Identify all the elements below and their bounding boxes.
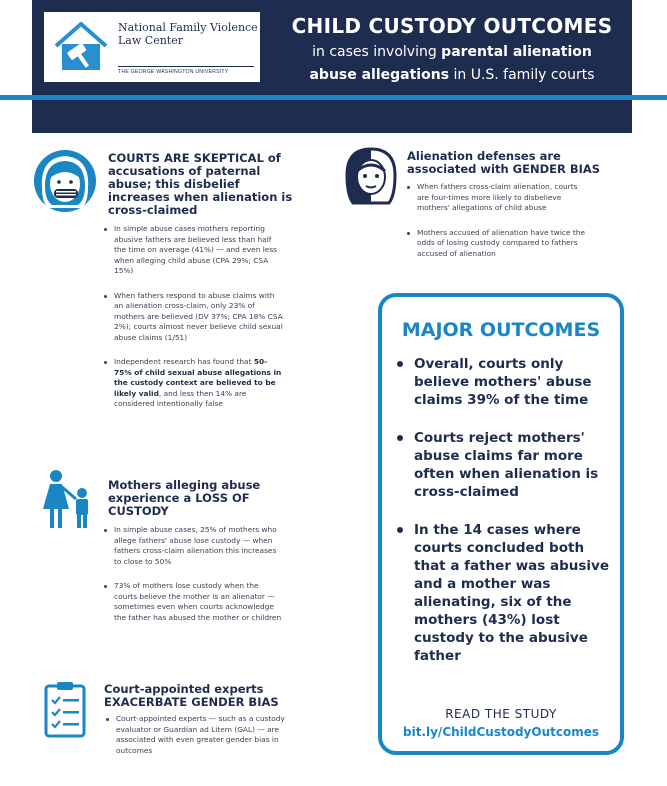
major-outcomes-box <box>378 293 624 755</box>
subtitle-line-2 <box>272 67 632 83</box>
study-link[interactable]: bit.ly/ChildCustodyOutcomes <box>403 725 599 739</box>
bullet-text: , and less then 14% are considered intentionally false <box>114 388 247 408</box>
read-study-label: READ THE STUDY <box>445 707 557 721</box>
bullet-emphasis: 50-75% of child sexual abuse allegations in the custody context are believed to be likely valid <box>114 357 282 398</box>
outcomes-title: MAJOR OUTCOMES <box>401 319 601 341</box>
list-item: Mothers accused of alienation have twice the odds of losing custody compared to fathers accused of alienation <box>405 228 591 260</box>
list-item: When fathers respond to abuse claims with an alienation cross-claim, only 23% of mothers are believed (DV 37%; CPA 18% CSA 2%); courts almost never believe child sexual abuse claims (1/51) <box>102 291 284 344</box>
bullet-text: Independent research has found that <box>114 357 254 366</box>
list-item: Courts reject mothers' abuse claims far more often when alienation is cross-claimed <box>396 429 616 501</box>
woman-face-icon <box>341 145 401 207</box>
subtitle-emphasis: parental alienation <box>441 44 592 60</box>
custody-loss-bullet-list <box>102 525 282 637</box>
logo-divider <box>118 66 254 67</box>
gender-bias-bullet-list <box>405 182 591 273</box>
list-item: Overall, courts only believe mothers' abuse claims 39% of the time <box>396 355 616 409</box>
accent-divider <box>0 95 667 100</box>
list-item: In the 14 cases where courts concluded both that a father was abusive and a mother was alienating, six of the mothers (43%) lost custody to the abusive father <box>396 521 616 665</box>
subtitle-text: in cases involving <box>312 44 442 60</box>
list-item: When fathers cross-claim alienation, courts are four-times more likely to disbelieve mothers' allegations of child abuse <box>405 182 591 214</box>
subtitle-line-1 <box>272 44 632 60</box>
section-heading-skeptical: COURTS ARE SKEPTICAL of accusations of paternal abuse; this disbelief increases when alienation is cross-claimed <box>108 151 293 217</box>
header-banner <box>32 0 632 133</box>
house-gavel-icon <box>52 20 110 74</box>
section-heading-gender-bias: Alienation defenses are associated with GENDER BIAS <box>407 149 601 176</box>
outcomes-list <box>396 355 616 685</box>
list-item <box>102 357 284 410</box>
university-name: THE GEORGE WASHINGTON UNIVERSITY <box>118 69 229 75</box>
subtitle-emphasis: abuse allegations <box>309 67 450 83</box>
section-heading-custody-loss: Mothers alleging abuse experience a LOSS OF CUSTODY <box>108 478 261 518</box>
subtitle-text: in U.S. family courts <box>449 67 595 83</box>
section-heading-experts: Court-appointed experts EXACERBATE GENDER BIAS <box>104 682 279 709</box>
skeptical-bullet-list <box>102 224 284 424</box>
list-item: Court-appointed experts — such as a custody evaluator or Guardian ad Litem (GAL) — are associated with even greater gender bias in outcomes <box>104 714 286 756</box>
list-item: 73% of mothers lose custody when the courts believe the mother is an alienator —sometimes even when courts acknowledge the father has abused the mother or children <box>102 581 282 623</box>
list-item: In simple abuse cases mothers reporting abusive fathers are believed less than half the time on average (41%) — and even less when alleging child abuse (CPA 29%; CSA 15%) <box>102 224 284 277</box>
mother-child-icon <box>38 469 96 529</box>
organization-name: National Family Violence Law Center <box>118 21 258 47</box>
organization-logo[interactable] <box>44 12 260 82</box>
list-item: In simple abuse cases, 25% of mothers who allege fathers' abuse lose custody — when fathers cross-claim alienation this increases to close to 50% <box>102 525 282 567</box>
page-title: CHILD CUSTODY OUTCOMES <box>291 14 613 38</box>
clipboard-checklist-icon <box>43 680 87 738</box>
silenced-woman-icon <box>30 148 100 214</box>
experts-bullet-list <box>104 714 286 770</box>
